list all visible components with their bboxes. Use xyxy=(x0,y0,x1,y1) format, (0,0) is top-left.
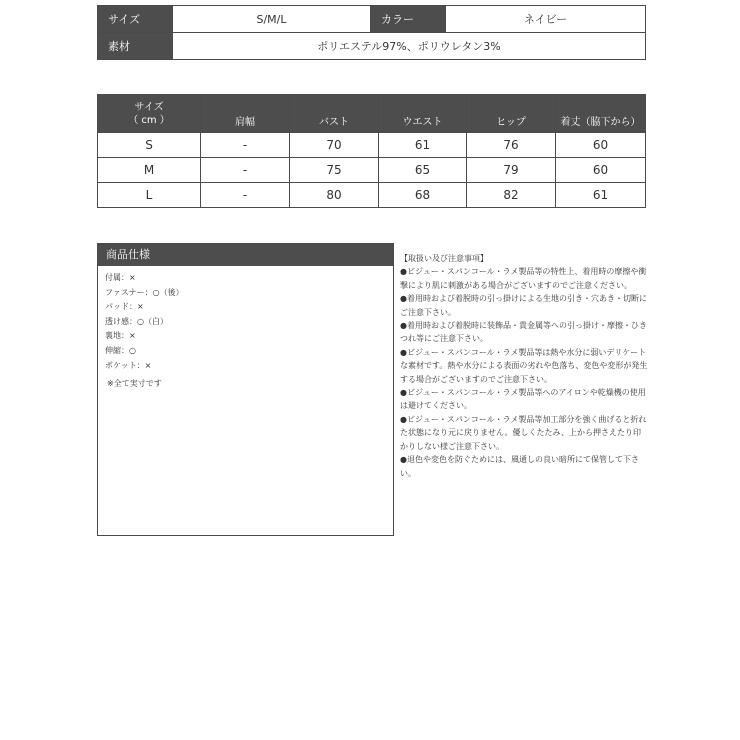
cell-hip: 82 xyxy=(467,183,556,208)
list-item: 透け感：○（白） xyxy=(105,316,168,326)
table-row xyxy=(98,158,646,183)
notes-paragraph: ●ビジュー・スパンコール・ラメ製品等へのアイロンや乾燥機の使用は避けてください。 xyxy=(400,388,646,411)
notes-paragraph: ●ビジュー・スパンコール・ラメ製品等加工部分を強く曲げると折れた状態になり元に戻りません。優しくたたみ、上から押さえたり印かりしない様ご注意下さい。 xyxy=(400,414,647,451)
cell-bust: 75 xyxy=(290,158,379,183)
cell-shoulder: - xyxy=(201,133,290,158)
list-item: ポケット：× xyxy=(105,360,152,370)
size-table-header-row xyxy=(98,95,646,133)
product-spec-box xyxy=(97,243,394,536)
size-table-corner xyxy=(98,95,201,133)
notes-title: 【取扱い及び注意事項】 xyxy=(400,254,488,263)
info-row-size-color xyxy=(98,6,646,33)
notes-paragraph: ●ビジュー・スパンコール・ラメ製品等の特性上、着用時の摩擦や衝撃により肌に刺激がある場合がございますのでご注意ください。 xyxy=(400,267,647,290)
header-hip: ヒップ xyxy=(467,95,556,133)
cell-shoulder: - xyxy=(201,158,290,183)
header-shoulder: 肩幅 xyxy=(201,95,290,133)
list-item: ファスナー：○（後） xyxy=(105,287,184,297)
row-size: L xyxy=(98,183,201,208)
list-item: パッド：× xyxy=(105,302,144,312)
spec-list xyxy=(98,266,393,373)
size-value: S/M/L xyxy=(173,6,371,33)
color-value: ネイビー xyxy=(446,6,646,33)
header-bust: バスト xyxy=(290,95,379,133)
cell-waist: 68 xyxy=(379,183,467,208)
material-value: ポリエステル97%、ポリウレタン3% xyxy=(173,33,646,60)
cell-bust: 70 xyxy=(290,133,379,158)
notes-paragraph: ●退色や変色を防ぐためには、風通しの良い暗所にて保管して下さい。 xyxy=(400,455,639,478)
spec-note: ※全て実寸です xyxy=(107,379,162,389)
cell-length: 60 xyxy=(556,133,646,158)
spec-title: 商品仕様 xyxy=(98,244,393,266)
cell-hip: 76 xyxy=(467,133,556,158)
corner-line-unit: （ cm ） xyxy=(128,114,170,126)
cell-waist: 65 xyxy=(379,158,467,183)
size-table xyxy=(97,94,646,208)
cell-shoulder: - xyxy=(201,183,290,208)
corner-line-size: サイズ xyxy=(134,101,164,113)
product-info-table xyxy=(97,5,646,60)
size-label: サイズ xyxy=(98,6,173,33)
notes-paragraph: ●着用時および着脱時の引っ掛けによる生地の引き・穴あき・切断にご注意下さい。 xyxy=(400,294,647,317)
notes-paragraph: ●ビジュー・スパンコール・ラメ製品等は熱や水分に弱いデリケートな素材です。熱や水分による表面の劣れや色落ち、変色や変形が発生する場合がございますのでご注意下さい。 xyxy=(400,347,648,384)
material-label: 素材 xyxy=(98,33,173,60)
cell-hip: 79 xyxy=(467,158,556,183)
list-item: 裏地：× xyxy=(105,331,136,341)
color-label: カラー xyxy=(371,6,446,33)
cell-length: 60 xyxy=(556,158,646,183)
cell-bust: 80 xyxy=(290,183,379,208)
row-size: S xyxy=(98,133,201,158)
table-row xyxy=(98,183,646,208)
cell-length: 61 xyxy=(556,183,646,208)
cell-waist: 61 xyxy=(379,133,467,158)
care-notes xyxy=(400,252,648,480)
info-row-material xyxy=(98,33,646,60)
row-size: M xyxy=(98,158,201,183)
header-length: 着丈（脇下から） xyxy=(556,95,646,133)
header-waist: ウエスト xyxy=(379,95,467,133)
list-item: 伸縮：○ xyxy=(105,345,136,355)
table-row xyxy=(98,133,646,158)
notes-paragraph: ●着用時および着脱時に装飾品・貴金属等への引っ掛け・摩擦・ひきつれ等にご注意下さい。 xyxy=(400,321,647,344)
list-item: 付属：× xyxy=(105,273,136,282)
